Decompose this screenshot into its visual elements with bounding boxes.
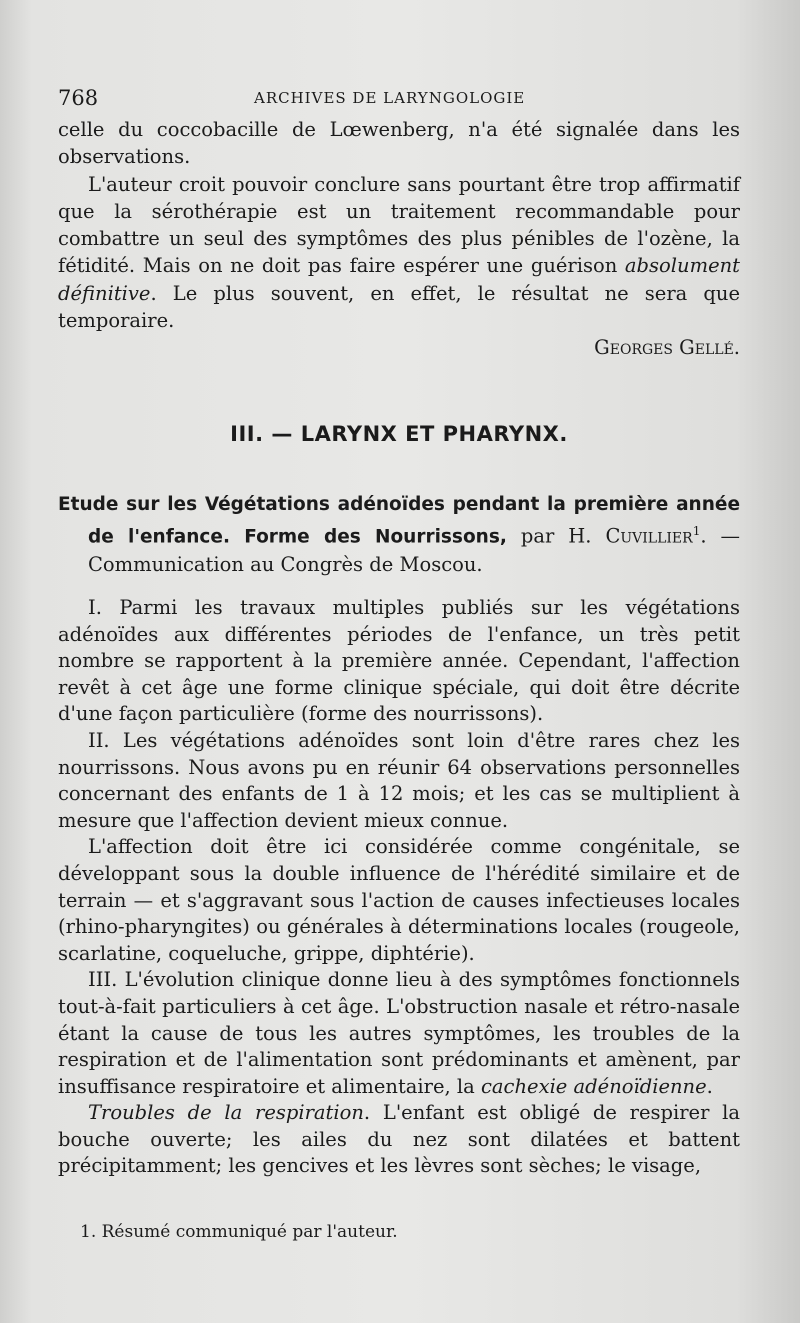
paragraph-text: L'auteur croit pouvoir conclure sans pourtant être trop affirmatif que la sérothérapie est un traitement recommandable pour combattre un seul des symptômes des plus pénibles de l'ozène, la fétidité. Mais on ne doit pas faire espérer une guérison	[58, 172, 740, 278]
article-heading	[58, 490, 740, 578]
italic-text: cachexie adénoïdienne	[481, 1074, 707, 1098]
article-title-line	[58, 490, 740, 578]
running-title: ARCHIVES DE LARYNGOLOGIE	[254, 89, 526, 107]
author: H. Cuvillier	[568, 524, 693, 548]
footnote-mark: 1	[692, 524, 701, 538]
paragraph	[58, 1100, 740, 1180]
paragraph-text: . L'enfant est obligé de respirer la bouche ouverte; les ailes du nez sont dilatées et battent précipitamment; les gencives et les lèvres sont sèches; le visage,	[58, 1101, 740, 1178]
paragraph: I. Parmi les travaux multiples publiés sur les végétations adénoïdes aux différentes périodes de l'enfance, un très petit nombre se rapportent à la première année. Cependant, l'affection revêt à cet âge une forme clinique spéciale, qui doit être décrite d'une façon particulière (forme des nourrissons).	[58, 596, 740, 726]
paragraph-text: III. L'évolution clinique donne lieu à des symptômes fonctionnels tout-à-fait particuliers à cet âge. L'obstruction nasale et rétro-nasale étant la cause de tous les autres symptômes, les troubles de la respiration et de l'alimentation sont prédominants et amènent, par insuffisance respiratoire et alimentaire, la	[58, 968, 740, 1098]
page-number: 768	[58, 86, 99, 110]
paragraph-text: celle du coccobacille de Lœwenberg, n'a été signalée dans les observations.	[58, 118, 740, 169]
article-body	[58, 595, 740, 1180]
page-header	[58, 86, 743, 114]
byline-text: . — Communication au Congrès de Moscou.	[88, 524, 741, 576]
previous-article-end	[58, 116, 740, 362]
article-title: Etude sur les Végétations adénoïdes pendant la première année de l'enfance. Forme des Nourrissons,	[58, 494, 740, 548]
paragraph	[58, 171, 740, 335]
section-heading: III. — LARYNX ET PHARYNX.	[230, 422, 568, 446]
italic-text: absolument définitive	[58, 254, 740, 305]
footnote-number: 1	[80, 1222, 91, 1242]
paragraph	[58, 116, 740, 171]
footnote	[80, 1222, 398, 1242]
footnote-text: . Résumé communiqué par l'auteur.	[90, 1222, 398, 1242]
paragraph-text: .	[706, 1074, 713, 1098]
paragraph-text: . Le plus souvent, en effet, le résultat ne sera que temporaire.	[58, 281, 740, 333]
paragraph: L'affection doit être ici considérée comme congénitale, se développant sous la double influence de l'hérédité similaire et de terrain — et s'aggravant sous l'action de causes infectieuses locales (rhino-pharyngites) ou générales à déterminations locales (rougeole, scarlatine, coqueluche, grippe, diphtérie).	[58, 835, 740, 965]
paragraph	[58, 967, 740, 1100]
byline-text: par	[506, 524, 569, 548]
italic-text: Troubles de la respiration	[88, 1101, 364, 1125]
paragraph: II. Les végétations adénoïdes sont loin d'être rares chez les nourrissons. Nous avons pu en réunir 64 observations personnelles concernant des enfants de 1 à 12 mois; et les cas se multiplient à mesure que l'affection devient mieux connue.	[58, 728, 740, 832]
signature: Georges Gellé.	[594, 336, 740, 360]
